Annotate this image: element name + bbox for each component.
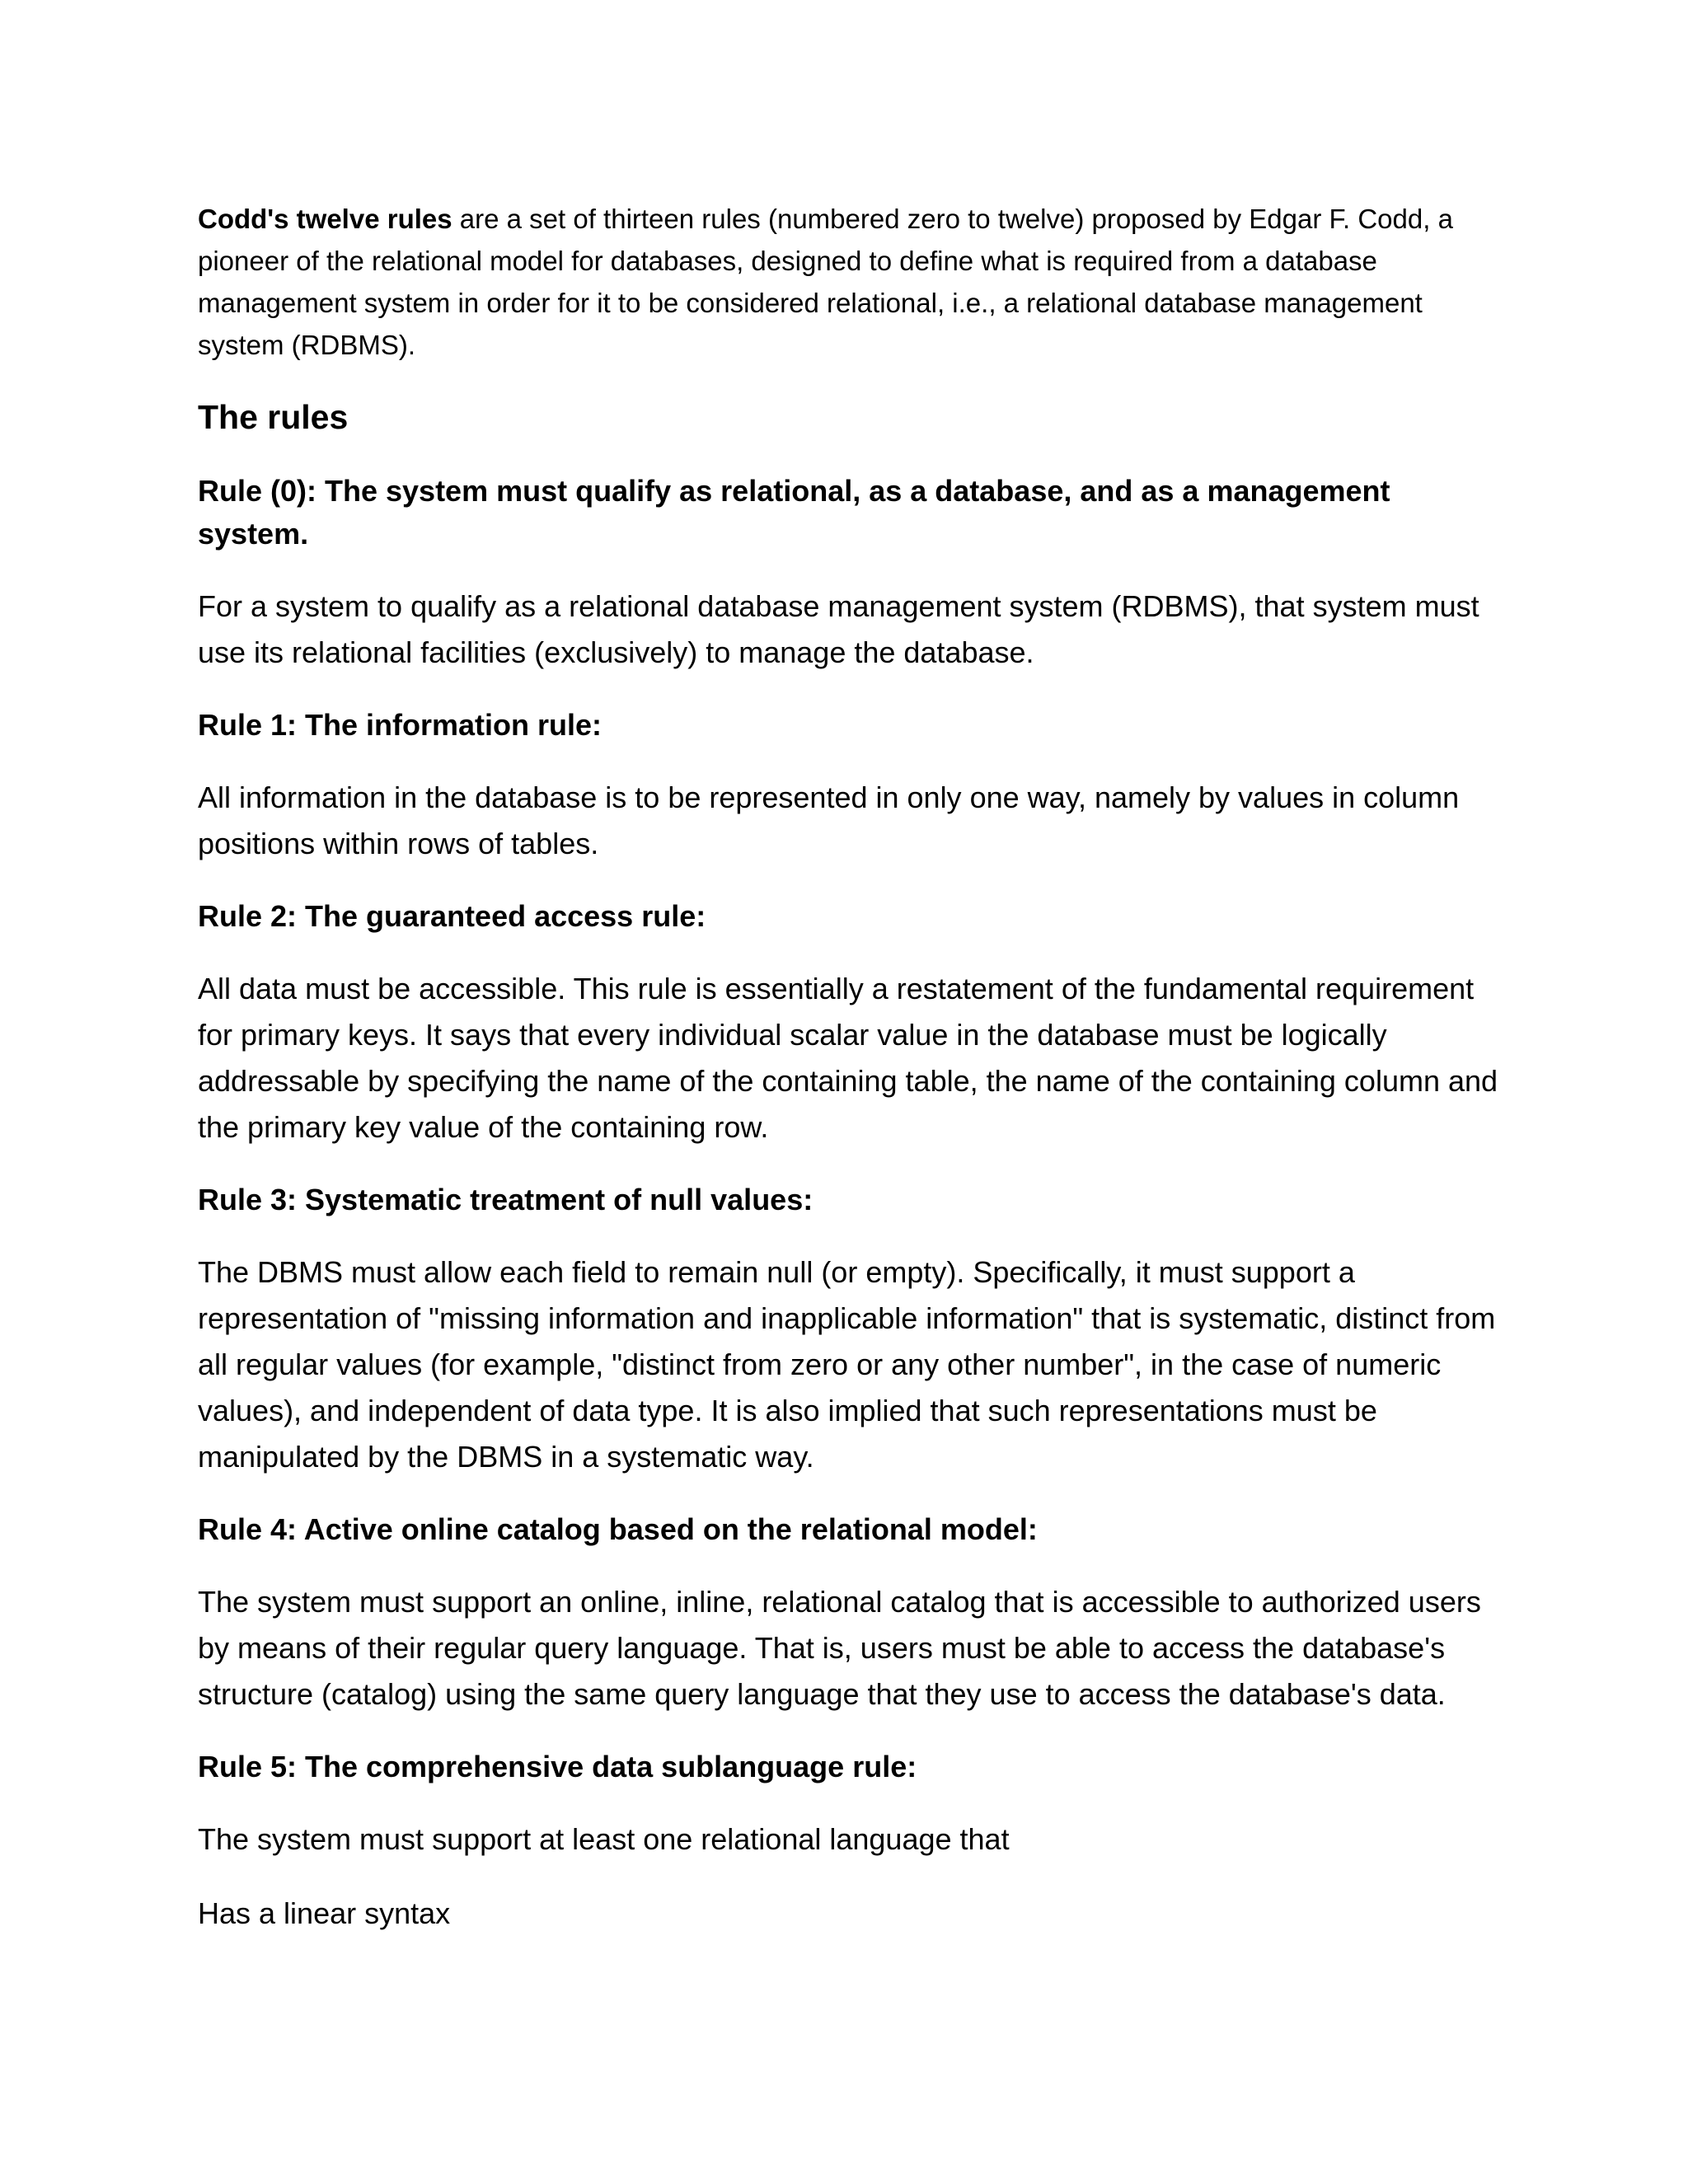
rule-0-body: For a system to qualify as a relational database management system (RDBMS), that system must use its relational facilities (exclusively) to manage the database. [198,589,1479,669]
rule-2-title: Rule 2: The guaranteed access rule: [198,899,706,933]
intro-text: are a set of thirteen rules (numbered zero to twelve) proposed by Edgar F. Codd, a pioneer of the relational model for databases, designed to define what is required from a database management system in order for it to be considered relational, i.e., a relational database management system (RDBMS). [198,204,1453,360]
rule-5-list-item: Has a linear syntax [198,1896,451,1930]
rule-1-title: Rule 1: The information rule: [198,708,603,742]
rule-4-title: Rule 4: Active online catalog based on the relational model: [198,1512,1038,1546]
rule-5-title: Rule 5: The comprehensive data sublanguage rule: [198,1750,917,1783]
rule-5-body: The system must support at least one relational language that [198,1822,1010,1856]
rule-2-body: All data must be accessible. This rule is essentially a restatement of the fundamental requirement for primary keys. It says that every individual scalar value in the database must be logically addressable by specifying the name of the containing table, the name of the containing column and the primary key value of the containing row. [198,972,1498,1144]
rule-1-body: All information in the database is to be represented in only one way, namely by values in column positions within rows of tables. [198,780,1460,860]
rule-4-body: The system must support an online, inline, relational catalog that is accessible to authorized users by means of their regular query language. That is, users must be able to access the database's structure (catalog) using the same query language that they use to access the database's data. [198,1585,1481,1711]
rule-3-body: The DBMS must allow each field to remain null (or empty). Specifically, it must support a representation of "missing information and inapplicable information" that is systematic, distinct from all regular values (for example, "distinct from zero or any other number", in the case of numeric values), and independent of data type. It is also implied that such representations must be manipulated by the DBMS in a systematic way. [198,1255,1496,1474]
document-page [198,198,1500,1965]
intro-paragraph [198,198,1500,366]
rule-3-title: Rule 3: Systematic treatment of null values: [198,1183,814,1216]
section-heading: The rules [198,398,349,436]
rule-0-title: Rule (0): The system must qualify as relational, as a database, and as a management system. [198,474,1390,551]
intro-term: Codd's twelve rules [198,204,452,234]
